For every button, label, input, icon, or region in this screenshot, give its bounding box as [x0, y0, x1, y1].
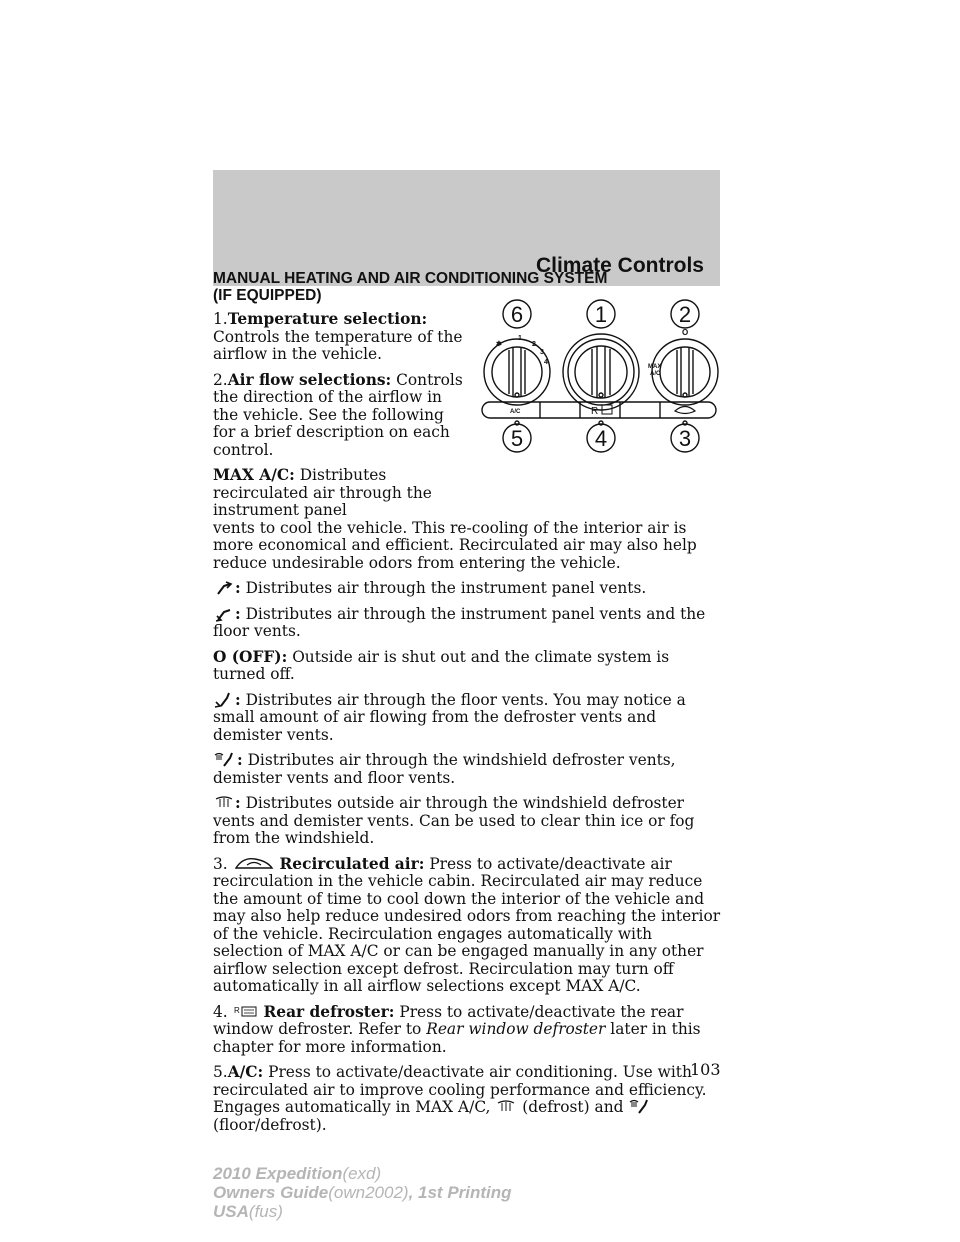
defrost-icon — [213, 795, 235, 811]
item-max-ac: MAX A/C: Distributes recirculated air through the instrument panel vents to cool the vehicle. This re-cooling of the interior air is more economical and efficient. Recirculated air may also help reduce undesirable odors from entering the vehicle. — [213, 466, 697, 572]
svg-text:3: 3 — [540, 349, 544, 356]
footer: 2010 Expedition(exd) Owners Guide(own2002), 1st Printing USA(fus) — [213, 1164, 512, 1221]
svg-text:R: R — [233, 1005, 240, 1015]
callout-5: 5 — [510, 426, 524, 451]
callout-4: 4 — [594, 426, 608, 451]
svg-text:1: 1 — [518, 335, 522, 342]
item-defrost: : Distributes outside air through the windshield defroster vents and demister vents. Can be used to clear thin ice or fog from the windshield. — [213, 794, 695, 847]
section-heading: MANUAL HEATING AND AIR CONDITIONING SYSTEM (IF EQUIPPED) — [213, 270, 608, 304]
panel-vent-icon — [213, 580, 235, 596]
item-recirculated-air: 3. Recirculated air: Press to activate/deactivate air recirculation in the vehicle cabin. Recirculated air may reduce the amount of time to cool down the interior of the vehicle and may also help reduce undesired odors from reaching the interior of the vehicle. Recirculation engages automatically with selection of MAX A/C or can be engaged manually in any other airflow selection except defrost. Recirculation may turn off automatically in all airflow selections except MAX A/C. — [213, 854, 721, 995]
item-panel-floor: : Distributes air through the instrument panel vents and the floor vents. — [213, 604, 706, 640]
header-band — [213, 170, 720, 286]
callout-2: 2 — [678, 302, 692, 327]
item-floor-defrost: : Distributes air through the windshield defroster vents, demister vents and floor vents. — [213, 751, 676, 787]
item-rear-defroster: 4. R Rear defroster: Press to activate/deactivate the rear window defroster. Refer to Rear window defroster later in this chapter for more information. — [213, 1002, 701, 1056]
rear-defrost-icon — [233, 1004, 259, 1020]
page-number: 103 — [690, 1060, 721, 1079]
panel-floor-vent-icon — [213, 606, 235, 622]
item-temperature: 1.Temperature selection: Controls the temperature of the airflow in the vehicle. — [213, 310, 463, 363]
recirculation-icon — [233, 856, 275, 872]
floor-defrost-icon — [213, 752, 237, 768]
fan-icon: ✱ — [496, 341, 502, 348]
floor-defrost-icon — [628, 1099, 652, 1115]
callout-3: 3 — [678, 426, 692, 451]
item-ac: 5.A/C: Press to activate/deactivate air conditioning. Use with recirculated air to improve cooling performance and efficiency. Engages automatically in MAX A/C, (defrost) and (floor/defrost). — [213, 1063, 707, 1134]
svg-text:O: O — [682, 328, 689, 337]
svg-text:R: R — [591, 406, 599, 417]
item-panel: : Distributes air through the instrument panel vents. — [213, 580, 723, 598]
floor-vent-icon — [213, 692, 235, 708]
item-airflow: 2.Air flow selections: Controls the direction of the airflow in the vehicle. See the following for a brief description on each control. — [213, 370, 463, 459]
item-off: O (OFF): Outside air is shut out and the climate system is turned off. — [213, 647, 670, 683]
section-title: Climate Controls — [535, 254, 704, 277]
svg-text:A/C: A/C — [650, 371, 661, 377]
page-content — [213, 270, 723, 1142]
callout-1: 1 — [594, 302, 608, 327]
svg-text:A/C: A/C — [510, 409, 521, 415]
item-floor: : Distributes air through the floor vents. You may notice a small amount of air flowing from the defroster vents and demister vents. — [213, 690, 686, 744]
svg-text:MAX: MAX — [648, 364, 662, 370]
svg-text:4: 4 — [544, 359, 548, 366]
callout-6: 6 — [510, 302, 524, 327]
defrost-icon — [495, 1099, 517, 1115]
svg-text:2: 2 — [532, 341, 536, 348]
